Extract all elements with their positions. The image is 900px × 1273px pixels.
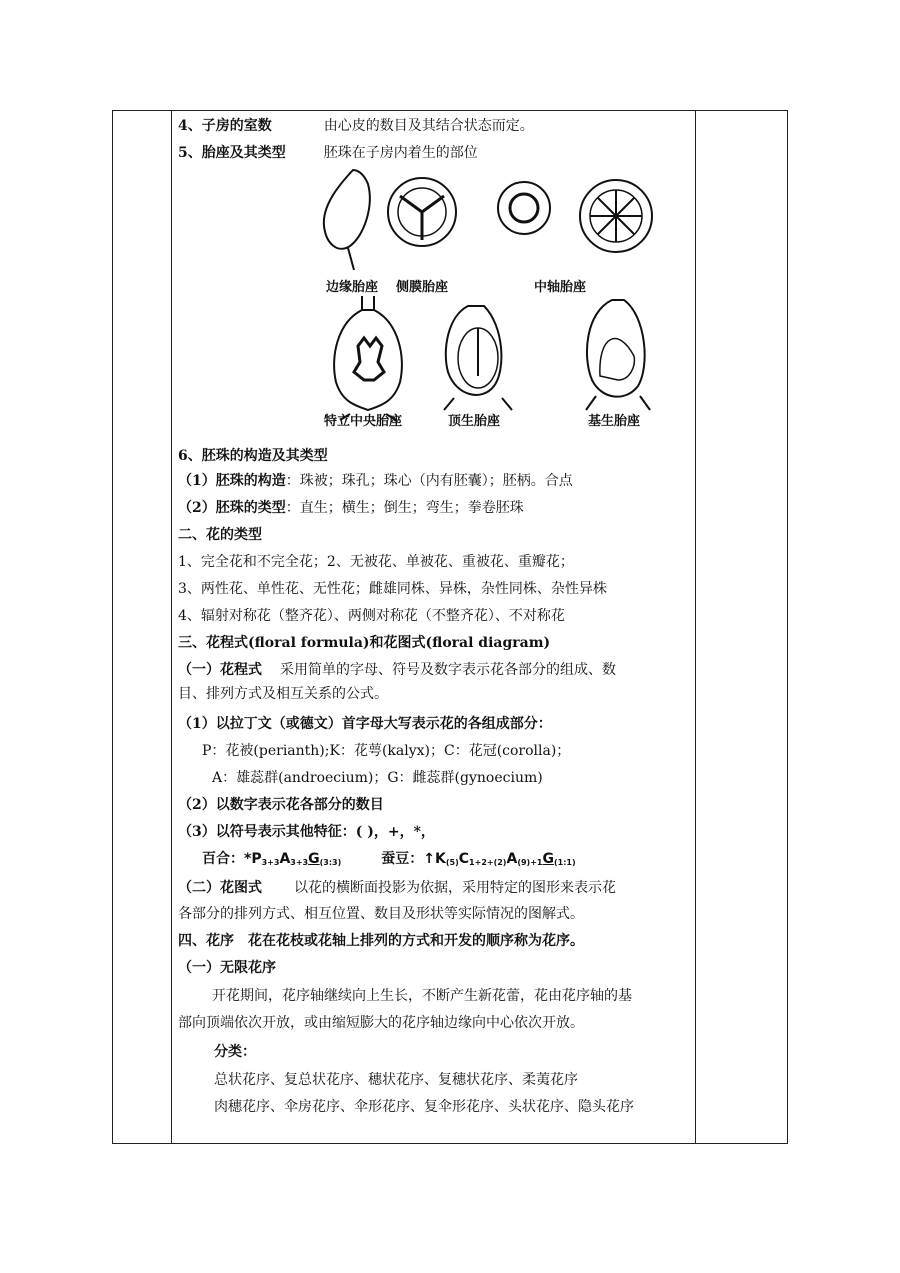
floral-diagram-subheading: （二）花图式 <box>178 880 262 896</box>
bean-formula: $↑K_{(5)}C_{1+2+(2)}A_{(9)+1}G_{(1:1)}$ <box>423 851 576 867</box>
ovule-structure-text: ：珠被；珠孔；珠心（内有胚囊）；胚柄。合点 <box>285 473 573 489</box>
placentation-drawing <box>178 166 690 486</box>
axile-placenta-label: 中轴胎座 <box>534 280 587 295</box>
left-column-divider <box>171 111 172 1143</box>
floral-diagram-intro <box>178 878 616 898</box>
free-central-placenta-label: 特立中央胎座 <box>324 414 403 429</box>
floral-formula-heading: 三、花程式(floral formula)和花图式(floral diagram) <box>178 635 551 651</box>
flower-types-line-2: 3、两性花、单性花、无性花；雌雄同株、异株，杂性同株、杂性异株 <box>178 581 607 597</box>
formula-rule-1: （1）以拉丁文（或德文）首字母大写表示花的各组成部分： <box>178 716 552 732</box>
flower-types-line-1: 1、完全花和不完全花；2、无被花、单被花、重被花、重瓣花； <box>178 554 574 570</box>
marginal-ovary-shape <box>324 170 370 249</box>
inflorescence-heading: 四、花序 花在花枝或花轴上排列的方式和开发的顺序称为花序。 <box>178 933 584 949</box>
floral-formula-subheading: （一）花程式 <box>178 662 262 678</box>
ovule-structure-line <box>178 471 573 491</box>
formula-rule-3: （3）以符号表示其他特征：( )，+，*， <box>178 824 435 840</box>
floral-diagram-text: 以花的横断面投影为依据，采用特定的图形来表示花 <box>294 880 616 896</box>
ovule-heading: 6、胚珠的构造及其类型 <box>178 448 328 464</box>
formula-examples <box>202 849 576 873</box>
formula-symbols-1: P：花被(perianth);K：花萼(kalyx)；C：花冠(corolla)； <box>202 743 571 759</box>
flower-types-heading: 二、花的类型 <box>178 527 262 543</box>
formula-rule-2: （2）以数字表示花各部分的数目 <box>178 797 384 813</box>
right-column-divider <box>695 111 696 1143</box>
apical-placenta-label: 顶生胎座 <box>448 414 501 429</box>
floral-diagram-text-cont: 各部分的排列方式、相互位置、数目及形状等实际情况的图解式。 <box>178 906 584 922</box>
marginal-placenta-label: 边缘胎座 <box>326 280 379 295</box>
placenta-heading: 5、胎座及其类型 <box>178 145 286 161</box>
lily-label: 百合： <box>202 851 244 867</box>
ovary-locule-heading: 4、子房的室数 <box>178 118 272 134</box>
flower-types-line-3: 4、辐射对称花（整齐花）、两侧对称花（不整齐花）、不对称花 <box>178 608 565 624</box>
floral-formula-text-cont: 目、排列方式及相互关系的公式。 <box>178 686 388 702</box>
ovary-locule-line <box>178 116 534 136</box>
inflorescence-types-2: 肉穗花序、伞房花序、伞形花序、复伞形花序、头状花序、隐头花序 <box>214 1099 634 1115</box>
formula-symbols-2: A：雄蕊群(androecium)；G：雌蕊群(gynoecium) <box>212 770 543 786</box>
floral-formula-text: 采用简单的字母、符号及数字表示花各部分的组成、数 <box>280 662 616 678</box>
placenta-text: 胚珠在子房内着生的部位 <box>323 145 478 161</box>
ovule-structure-heading: （1）胚珠的构造 <box>178 473 286 489</box>
ovule-type-line <box>178 498 524 518</box>
lily-formula: $*P_{3+3}A_{3+3}G_{(3:3)}$ <box>244 851 342 867</box>
placenta-line <box>178 143 478 163</box>
parietal-placenta-label: 侧膜胎座 <box>396 280 449 295</box>
ovary-locule-text: 由心皮的数目及其结合状态而定。 <box>323 118 534 134</box>
floral-formula-intro <box>178 660 616 680</box>
classification-label: 分类： <box>214 1044 256 1060</box>
ovule-type-heading: （2）胚珠的类型 <box>178 500 286 516</box>
indefinite-inflorescence-heading: （一）无限花序 <box>178 960 276 976</box>
bean-label: 蚕豆： <box>381 851 424 867</box>
inflorescence-types-1: 总状花序、复总状花序、穗状花序、复穗状花序、柔荑花序 <box>214 1072 578 1088</box>
basal-placenta-label: 基生胎座 <box>588 414 641 429</box>
ovule-type-text: ：直生；横生；倒生；弯生；拳卷胚珠 <box>285 500 524 516</box>
placentation-figure <box>178 166 690 486</box>
indefinite-text-2: 部向顶端依次开放，或由缩短膨大的花序轴边缘向中心依次开放。 <box>178 1015 584 1031</box>
indefinite-text-1: 开花期间，花序轴继续向上生长，不断产生新花蕾，花由花序轴的基 <box>212 988 632 1004</box>
